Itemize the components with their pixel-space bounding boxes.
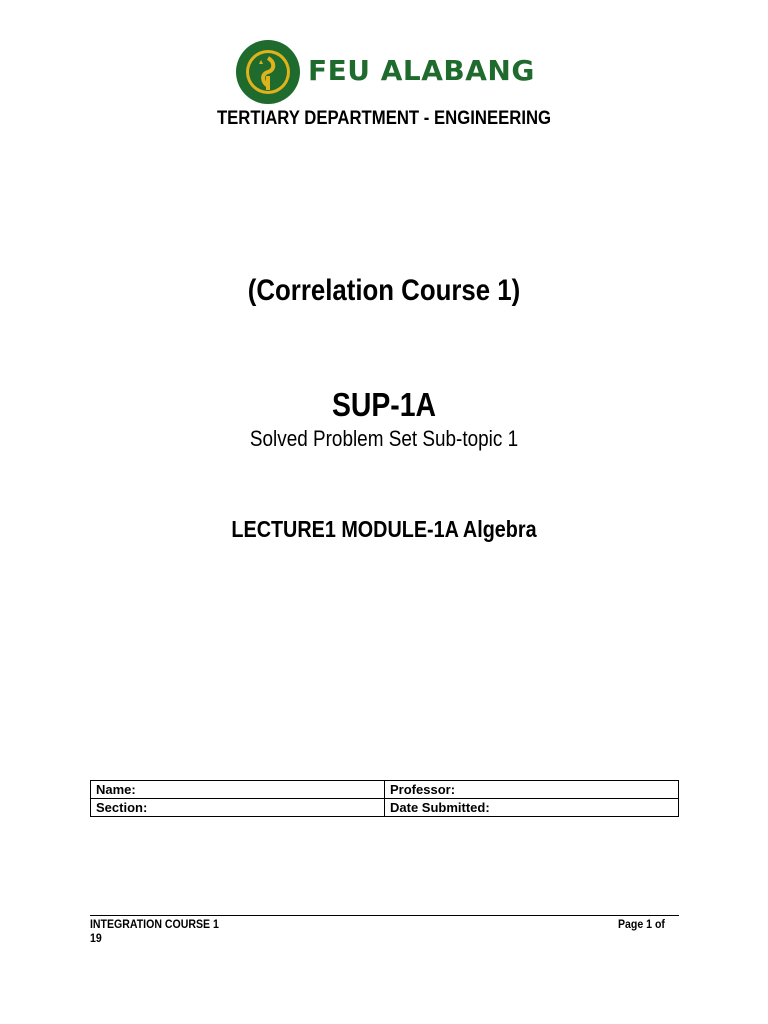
lecture-heading: LECTURE1 MODULE-1A Algebra [231,516,537,542]
footer-divider [90,915,679,916]
document-code: SUP-1A [331,386,437,423]
document-subtitle: Solved Problem Set Sub-topic 1 [249,426,519,451]
department-heading: TERTIARY DEPARTMENT - ENGINEERING [216,108,552,129]
date-submitted-field: Date Submitted: [385,799,679,817]
brand-name: FEU ALABANG [308,54,535,87]
professor-field: Professor: [385,781,679,799]
footer-course [90,917,219,945]
section-field: Section: [91,799,385,817]
seal-icon [235,36,301,108]
course-title: (Correlation Course 1) [247,274,521,307]
student-info-table [90,780,679,817]
footer-course-name: INTEGRATION COURSE 1 [90,917,219,931]
table-row [91,799,679,817]
school-logo [235,36,565,110]
table-row [91,781,679,799]
page-number: Page 1 of [618,917,665,931]
footer-course-line2: 19 [90,931,102,945]
name-field: Name: [91,781,385,799]
